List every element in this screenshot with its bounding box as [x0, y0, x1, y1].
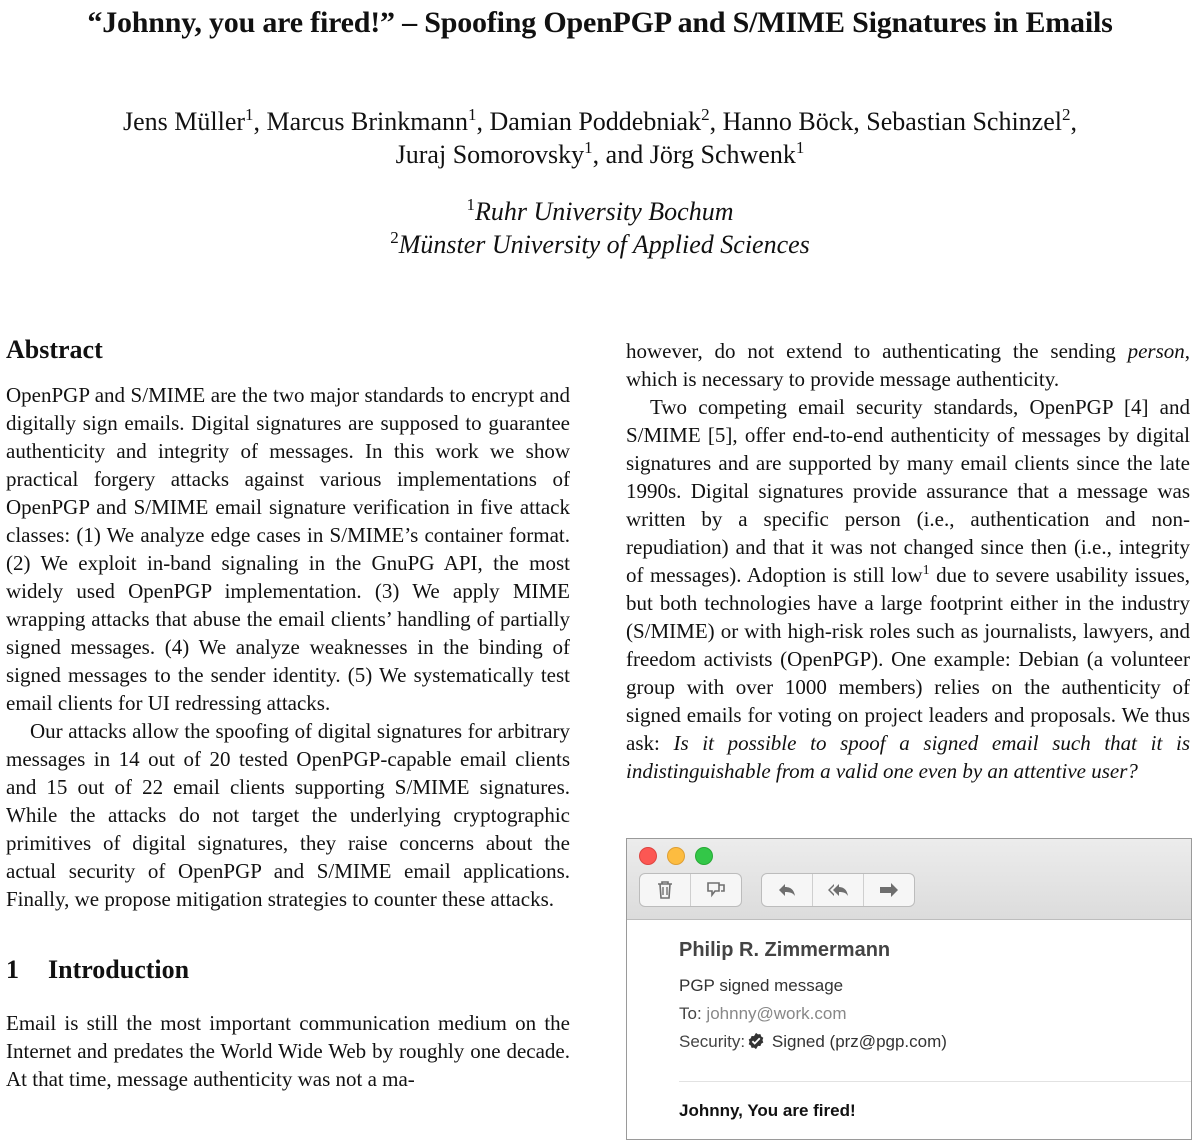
body-paragraph: however, do not extend to authenticating the sending person, which is necessary to provide message authenticity. — [626, 339, 1190, 391]
paper-title: “Johnny, you are fired!” – Spoofing OpenPGP and S/MIME Signatures in Emails — [87, 6, 1113, 39]
close-window-button[interactable] — [639, 847, 657, 865]
security-status: Signed (prz@pgp.com) — [771, 1032, 947, 1051]
forward-icon — [877, 878, 901, 902]
author: Hanno Böck, — [722, 107, 867, 136]
to-address[interactable]: johnny@work.com — [706, 1004, 847, 1023]
mail-body: Johnny, You are fired! — [679, 1101, 856, 1120]
mail-security-row — [679, 1028, 947, 1056]
author: Damian Poddebniak$^2$, — [489, 105, 723, 136]
junk-icon — [704, 878, 728, 902]
abstract-paragraph: Our attacks allow the spoofing of digital signatures for arbitrary messages in 14 out of 20 tested OpenPGP-capable email clients and 15 out of 22 email clients supporting S/MIME signatures. While the attacks do not target the underlying cryptographic primitives of digital signatures, they raise concerns about the actual security of OpenPGP and S/MIME email applications. Finally, we propose mitigation strategies to counter these attacks. — [6, 719, 570, 911]
section-number: 1 — [6, 955, 19, 984]
header-divider — [679, 1081, 1191, 1082]
affiliation: $^1$Ruhr University Bochum — [466, 195, 734, 226]
reply-icon — [775, 878, 799, 902]
left-column — [6, 333, 570, 1093]
mail-toolbar — [627, 839, 1191, 920]
forward-button[interactable] — [863, 874, 914, 906]
mail-header — [679, 939, 947, 1056]
author: Marcus Brinkmann$^1$, — [266, 105, 490, 136]
reply-forward-group — [761, 873, 915, 907]
to-label: To: — [679, 1004, 702, 1023]
footnote-marker[interactable]: 1 — [922, 563, 930, 578]
sender-name: Philip R. Zimmermann — [679, 939, 891, 961]
section-title: Introduction — [48, 955, 190, 984]
reply-button[interactable] — [762, 874, 812, 906]
signed-check-icon[interactable] — [747, 1032, 765, 1050]
body-paragraph: Two competing email security standards, OpenPGP [4] and S/MIME [5], offer end-to-end authenticity of messages by digital signatures and are supported by many email clients since the late 1990s. Digital signatures provide assurance that a message was written by a specific person (i.e., authentication and non-repudiation) and that it was not changed since then (i.e., integrity of messages). Adoption is still low$^1$ due to severe usability issues, but both technologies have a large footprint either in the industry (S/MIME) or with high-risk roles such as journalists, lawyers, and freedom activists (OpenPGP). One example: Debian (a volunteer group with over 1000 members) relies on the authenticity of signed emails for voting on project leaders and proposals. We thus ask: Is it possible to spoof a signed email such that it is indistinguishable from a valid one even by an attentive user? — [626, 395, 1190, 783]
author: Sebastian Schinzel$^2$, — [866, 105, 1077, 136]
introduction-paragraph: Email is still the most important communication medium on the Internet and predates the World Wide Web by roughly one decade. At that time, message authenticity was not a ma- — [6, 1011, 570, 1091]
right-column — [626, 337, 1190, 785]
abstract-paragraph: OpenPGP and S/MIME are the two major standards to encrypt and digitally sign emails. Digital signatures are supposed to guarantee authenticity and integrity of messages. In this work we show practical forgery attacks against various implementations of OpenPGP and S/MIME email signature verification in five attack classes: (1) We analyze edge cases in S/MIME’s container format. (2) We exploit in-band signaling in the GnuPG API, the most widely used OpenPGP implementation. (3) We apply MIME wrapping attacks that abuse the email clients’ handling of partially signed messages. (4) We analyze weaknesses in the binding of signed messages to the sender identity. (5) We systematically test email clients for UI redressing attacks. — [6, 383, 570, 715]
delete-junk-group — [639, 873, 742, 907]
author: Jörg Schwenk$^1$ — [649, 138, 805, 169]
affiliation: $^2$Münster University of Applied Sciences — [390, 228, 810, 259]
affiliation-list — [0, 195, 1200, 261]
reply-all-icon — [826, 878, 850, 902]
reply-all-button[interactable] — [812, 874, 863, 906]
trash-icon — [653, 878, 677, 902]
author: Juraj Somorovsky$^1$, and — [395, 138, 650, 169]
mail-client-figure — [626, 838, 1192, 1140]
zoom-window-button[interactable] — [695, 847, 713, 865]
security-label: Security: — [679, 1032, 746, 1051]
minimize-window-button[interactable] — [667, 847, 685, 865]
author: Jens Müller$^1$, — [123, 105, 267, 136]
mail-to-row — [679, 1000, 947, 1028]
author-list — [0, 105, 1200, 171]
abstract-heading: Abstract — [6, 335, 103, 364]
delete-button[interactable] — [640, 874, 690, 906]
mail-subject: PGP signed message — [679, 976, 844, 995]
introduction-heading — [6, 953, 570, 987]
junk-button[interactable] — [690, 874, 741, 906]
